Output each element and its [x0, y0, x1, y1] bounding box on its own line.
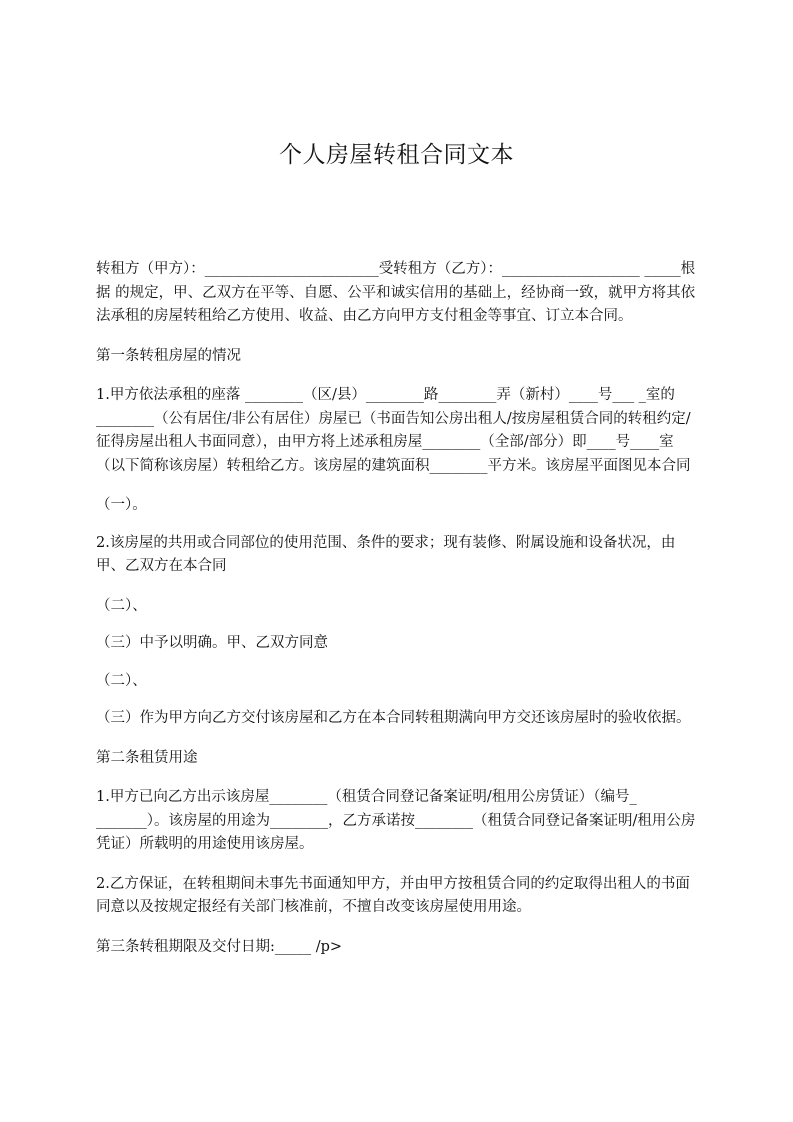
document-body: [96, 258, 701, 975]
paragraph-1-2: 2.该房屋的共用或合同部位的使用范围、条件的要求；现有装修、附属设施和设备状况，由甲、乙双方在本合同: [96, 534, 676, 574]
document-title: 个人房屋转租合同文本: [279, 142, 514, 168]
paragraph-annex-3a: （三）中予以明确。甲、乙双方同意: [96, 635, 328, 651]
section-heading-2: 第二条租赁用途: [96, 749, 198, 766]
paragraph-2-2: 2.乙方保证，在转租期间未事先书面通知甲方，并由甲方按租赁合同的约定取得出租人的书面同意以及按规定报经有关部门核准前，不擅自改变该房屋使用用途。: [96, 875, 690, 915]
paragraph-annex-2b: （二）、: [96, 672, 147, 689]
section-heading-3: 第三条转租期限及交付日期:_____ /p>: [96, 938, 343, 955]
paragraph-parties: 转租方（甲方）：________________________受转租方（乙方）：___________________ _____根据 的规定，甲、乙双方在平等、自愿、公平和诚实信用的基础上，经协商一致，就甲方将其依法承租的房屋转租给乙方使用、收益、由乙方向甲方支付租金等事宜、订立本合同。: [96, 261, 696, 324]
paragraph-annex-3b: （三）作为甲方向乙方交付该房屋和乙方在本合同转租期满向甲方交还该房屋时的验收依据。: [96, 710, 691, 726]
paragraph-2-1: 1.甲方已向乙方出示该房屋________（租赁合同登记备案证明/租用公房赁证）（编号_ _______）。该房屋的用途为________，乙方承诺按________（租赁合同登记备案证明/租用公房凭证）所载明的用途使用该房屋。: [96, 789, 696, 852]
paragraph-1-1: 1.甲方依法承租的座落 ________（区/县）________路________弄（新村）____号___ _室的________（公有居住/非公有居住）房屋已（书面告知公房出租人/按房屋租赁合同的转租约定/征得房屋出租人书面同意），由甲方将上述承租房屋________（全部/部分）即____号____室（以下简称该房屋）转租给乙方。该房屋的建筑面积________平方米。该房屋平面图见本合同: [96, 387, 691, 474]
section-heading-1: 第一条转租房屋的情况: [96, 347, 241, 364]
paragraph-annex-2a: （二）、: [96, 597, 147, 614]
paragraph-annex-1: （一）。: [96, 497, 147, 513]
